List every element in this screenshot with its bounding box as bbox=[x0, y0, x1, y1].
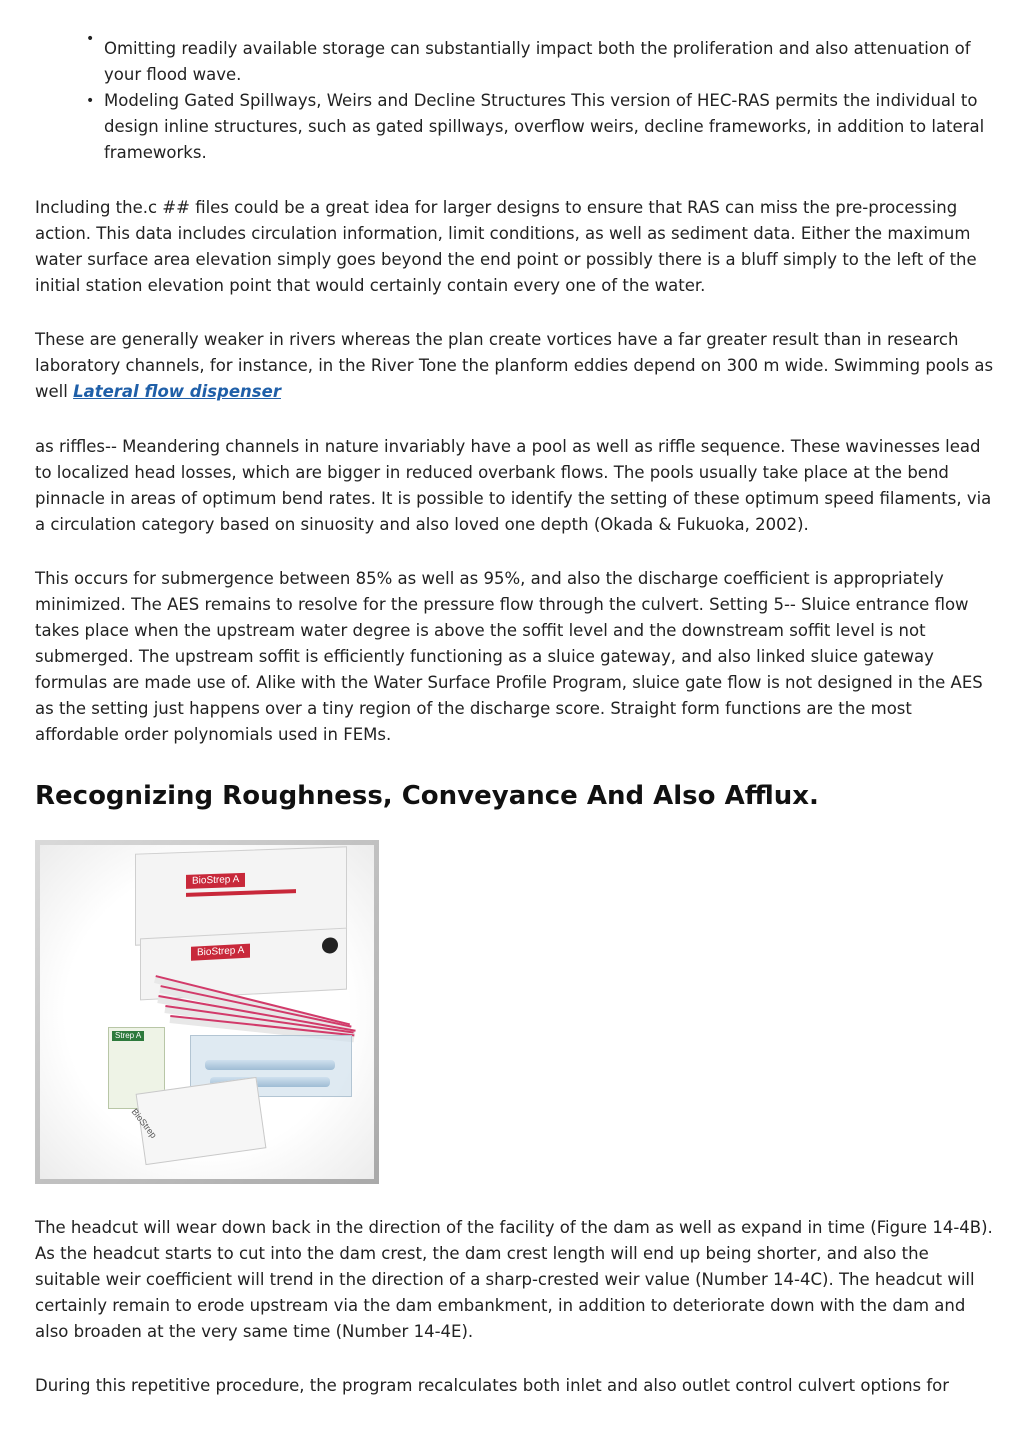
paragraph-headcut: The headcut will wear down back in the direction of the facility of the dam as well as expand in time (Figure 14-4B). As the headcut starts to cut into the dam crest, the dam crest length will end up being shorter, and also the suitable weir coefficient will trend in the direction of a sharp-crested weir value (Number 14-4C). The headcut will certainly remain to erode upstream via the dam embankment, in addition to deteriorate down with the dam and also broaden at the very same time (Number 14-4E). bbox=[35, 1218, 993, 1341]
product-photo-content bbox=[40, 845, 374, 1179]
reagent-pouch bbox=[129, 1077, 267, 1165]
bullet-list bbox=[86, 31, 986, 166]
bullet-icon: • bbox=[86, 93, 95, 109]
kit-box-badge bbox=[322, 937, 338, 954]
paragraph-ras-files: Including the.c ## files could be a great idea for larger designs to ensure that RAS can miss the pre-processing action. This data includes circulation information, limit conditions, as well as sediment data. Either the maximum water surface area elevation simply goes beyond the end point or possibly there is a bluff simply to the left of the initial station elevation point that would certainly contain every one of the water. bbox=[35, 198, 977, 295]
paragraph-riffles: as riffles-- Meandering channels in nature invariably have a pool as well as riffle sequence. These wavinesses lead to localized head losses, which are bigger in reduced overbank flows. The pools usually take place at the bend pinnacle in areas of optimum bend rates. It is possible to identify the setting of these optimum speed filaments, via a circulation category based on sinuosity and also loved one depth (Okada & Fukuoka, 2002). bbox=[35, 437, 992, 534]
section-heading: Recognizing Roughness, Conveyance And Also Afflux. bbox=[35, 781, 819, 811]
bullet-icon: • bbox=[86, 31, 95, 47]
swab-tube bbox=[205, 1060, 335, 1070]
instruction-leaflet-label: Strep A bbox=[112, 1031, 144, 1041]
paragraph-vortices bbox=[35, 327, 995, 405]
list-item bbox=[86, 88, 986, 166]
lateral-flow-dispenser-link[interactable]: Lateral flow dispenser bbox=[73, 382, 281, 401]
list-item-text: Omitting readily available storage can substantially impact both the proliferation and also attenuation of your flood wave. bbox=[104, 39, 971, 84]
product-photo bbox=[35, 840, 379, 1184]
paragraph-submergence: This occurs for submergence between 85% as well as 95%, and also the discharge coefficient is appropriately minimized. The AES remains to resolve for the pressure flow through the culvert. Setting 5-- Sluice entrance flow takes place when the upstream water degree is above the soffit level and the downstream soffit level is not submerged. The upstream soffit is efficiently functioning as a sluice gateway, and also linked sluice gateway formulas are made use of. Alike with the Water Surface Profile Program, sluice gate flow is not designed in the AES as the setting just happens over a tiny region of the discharge score. Straight form functions are the most affordable order polynomials used in FEMs. bbox=[35, 569, 983, 744]
kit-box-upper-label: BioStrep A bbox=[186, 873, 245, 889]
kit-box-lower-label: BioStrep A bbox=[191, 944, 250, 961]
paragraph-repetitive-procedure: During this repetitive procedure, the program recalculates both inlet and also outlet control culvert options for bbox=[35, 1376, 950, 1395]
paragraph-text: These are generally weaker in rivers whereas the plan create vortices have a far greater result than in research laboratory channels, for instance, in the River Tone the planform eddies depend on 300 m wide. Swimming pools as well bbox=[35, 330, 994, 401]
list-item-text: Modeling Gated Spillways, Weirs and Decline Structures This version of HEC-RAS permits the individual to design inline structures, such as gated spillways, overflow weirs, decline frameworks, in addition to lateral frameworks. bbox=[104, 91, 985, 162]
reagent-pouch-label: BioStrep bbox=[129, 1106, 159, 1141]
kit-box-stripe bbox=[186, 889, 296, 897]
list-item bbox=[86, 31, 986, 88]
